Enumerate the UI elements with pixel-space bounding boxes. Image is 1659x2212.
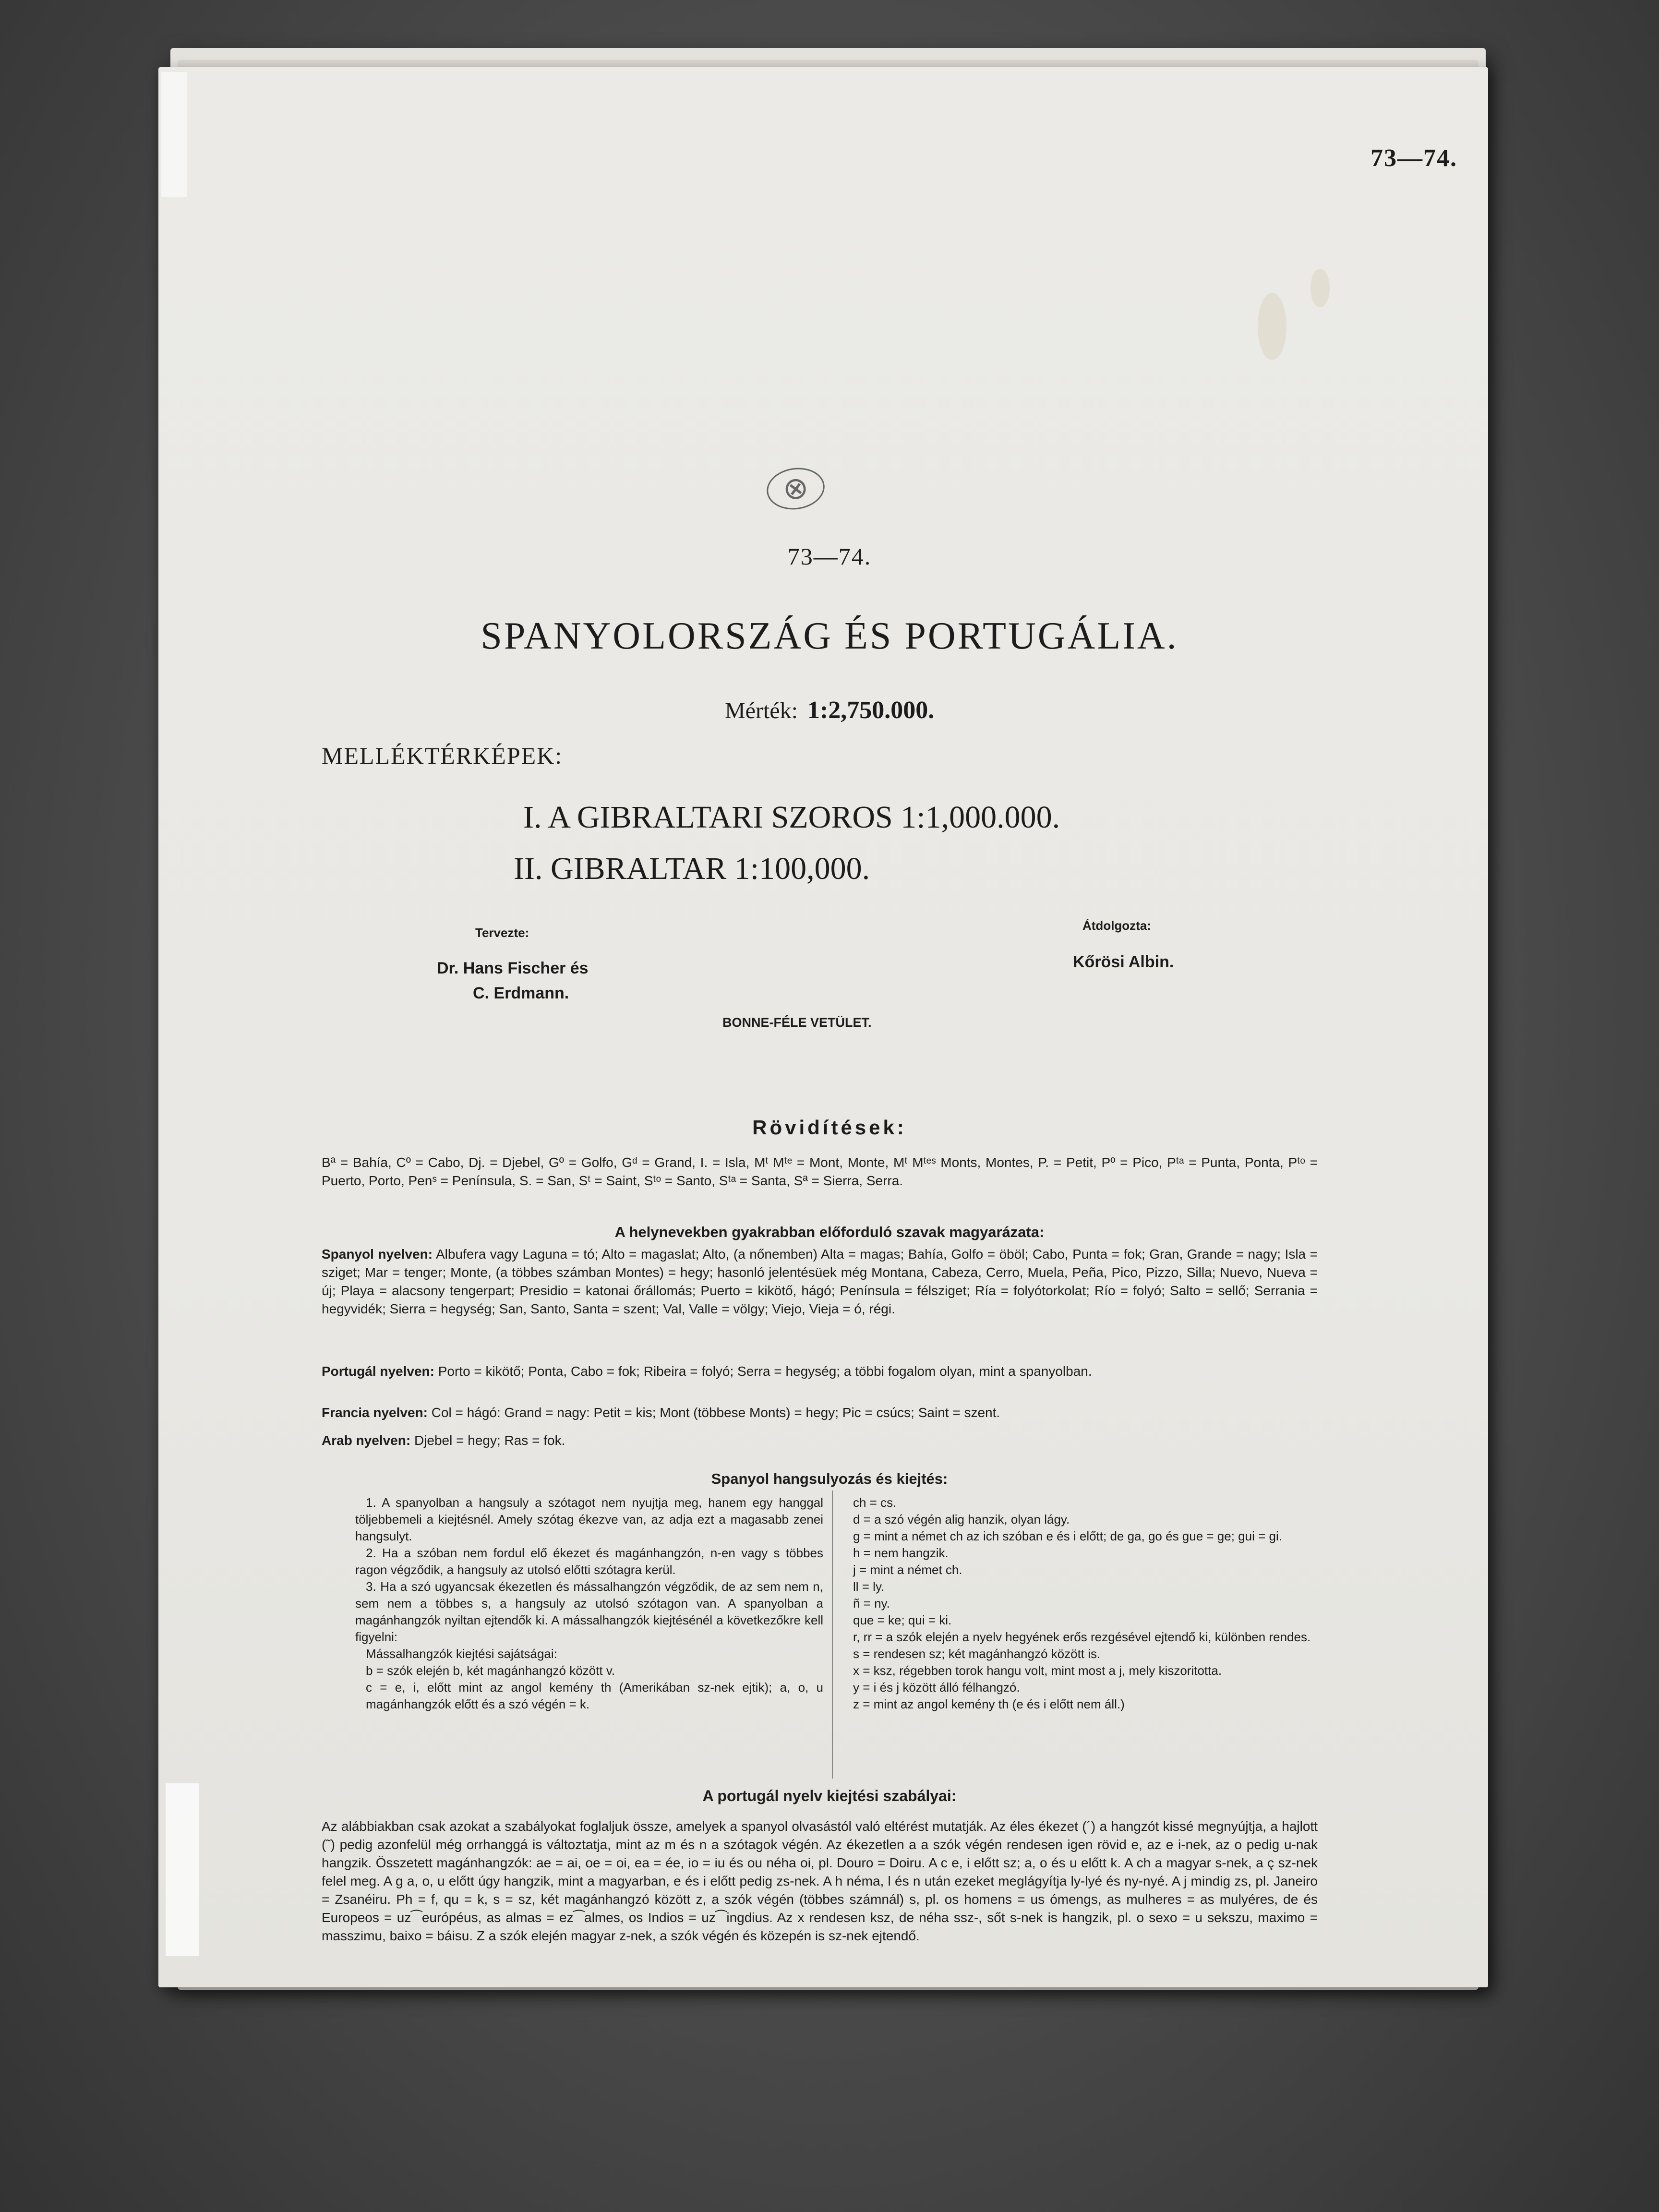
consonant-rule: ñ = ny. <box>853 1596 890 1611</box>
consonant-heading: Mássalhangzók kiejtési sajátságai: <box>366 1647 557 1661</box>
tape-strip-bottom <box>166 1783 199 1956</box>
glossary-spanish <box>322 1245 1318 1318</box>
handwritten-mark-icon: ⊗ <box>764 464 828 513</box>
consonant-rule: d = a szó végén alig hanzik, olyan lágy. <box>853 1512 1070 1527</box>
spanish-rule: 2. Ha a szóban nem fordul elő ékezet és magánhangzón, n-en vagy s többes ragon végződik, a hangsuly az utolsó előtti szótagra kerül. <box>355 1546 823 1577</box>
spanish-rule: 3. Ha a szó ugyancsak ékezetlen és mássalhangzón végződik, de az sem nem n, sem nem a többes s, a hangsuly az utolsó szótagon van. A spanyolban a magánhangzók nyiltan ejtendők ki. A mássalhangzók kiejtésénél a következőkre kell figyelni: <box>355 1579 823 1644</box>
age-stain <box>1310 269 1330 307</box>
glossary-portuguese-label: Portugál nyelven: <box>322 1364 434 1379</box>
column-divider <box>832 1491 833 1779</box>
scale-line <box>725 696 934 724</box>
consonant-rule: ll = ly. <box>853 1579 885 1594</box>
inset-map-1: I. A GIBRALTARI SZOROS 1:1,000.000. <box>523 800 1060 835</box>
consonant-rule: s = rendesen sz; két magánhangzó között is. <box>853 1647 1101 1661</box>
spanish-rules-left-column <box>355 1494 823 1713</box>
glossary-french-text: Col = hágó: Grand = nagy: Petit = kis; Mont (többese Monts) = hegy; Pic = csúcs; Saint = szent. <box>431 1405 1000 1420</box>
glossary-arab-label: Arab nyelven: <box>322 1433 411 1448</box>
consonant-rule: r, rr = a szók elején a nyelv hegyének erős rezgésével ejtendő ki, különben rendes. <box>853 1630 1311 1644</box>
consonant-rule: b = szók elején b, két magánhangzó között v. <box>366 1663 615 1678</box>
consonant-rule: y = i és j között álló félhangzó. <box>853 1680 1020 1695</box>
map-title: SPANYOLORSZÁG ÉS PORTUGÁLIA. <box>481 615 1178 657</box>
abbreviations-text: Bª = Bahía, Cº = Cabo, Dj. = Djebel, Gº = Golfo, Gᵈ = Grand, I. = Isla, Mᵗ Mᵗᵉ = Mont, Monte, Mᵗ Mᵗᵉˢ Monts, Montes, P. = Petit, Pº = Pico, Pᵗᵃ = Punta, Ponta, Pᵗᵒ = Puerto, Porto, Penˢ = Península, S. = San, Sᵗ = Saint, Sᵗᵒ = Santo, Sᵗᵃ = Santa, Sª = Sierra, Serra. <box>322 1155 1318 1188</box>
glossary-spanish-text: Albufera vagy Laguna = tó; Alto = magaslat; Alto, (a nőnemben) Alta = magas; Bahía, Golfo = öböl; Cabo, Punta = fok; Gran, Grande = nagy; Isla = sziget; Mar = tenger; Monte, (a többes számban Montes) = hegy; hasonló jelentésüek még Montana, Cabeza, Cerro, Muela, Peña, Pico, Pizzo, Silla; Nuevo, Nueva = új; Playa = alacsony tengerpart; Presidio = katonai őrállomás; Puerto = kikötő, hágó; Península = félsziget; Ría = folyótorkolat; Río = folyó; Salto = sellő; Serrania = hegyvidék; Sierra = hegység; San, Santo, Santa = szent; Val, Valle = völgy; Viejo, Vieja = ó, régi. <box>322 1247 1318 1316</box>
designer-names: Dr. Hans Fischer és <box>437 959 589 977</box>
glossary-arab-text: Djebel = hegy; Ras = fok. <box>414 1433 565 1448</box>
glossary-spanish-label: Spanyol nyelven: <box>322 1247 433 1262</box>
portuguese-pronunciation-heading: A portugál nyelv kiejtési szabályai: <box>702 1787 957 1804</box>
corner-sheet-number: 73—74. <box>1370 144 1457 172</box>
spanish-rules-right-column <box>842 1494 1318 1713</box>
consonant-rule: j = mint a német ch. <box>853 1563 962 1577</box>
scale-label: Mérték: <box>725 698 798 723</box>
consonant-rule: que = ke; qui = ki. <box>853 1613 952 1627</box>
inset-map-2: II. GIBRALTAR 1:100,000. <box>514 851 870 886</box>
reviser-name: Kőrösi Albin. <box>1073 953 1174 971</box>
glossary-arab <box>322 1431 1318 1450</box>
consonant-rule: ch = cs. <box>853 1495 897 1510</box>
revised-by-label: Átdolgozta: <box>1082 918 1151 933</box>
projection-label: BONNE-FÉLE VETÜLET. <box>722 1015 872 1030</box>
consonant-rule: z = mint az angol kemény th (e és i előtt nem áll.) <box>853 1697 1125 1711</box>
sheet-number: 73—74. <box>787 543 872 570</box>
designer-names-2: C. Erdmann. <box>473 984 569 1002</box>
abbreviations-heading: Rövidítések: <box>752 1116 907 1139</box>
glossary-portuguese <box>322 1362 1318 1381</box>
spanish-rule: 1. A spanyolban a hangsuly a szótagot nem nyujtja meg, hanem egy hanggal töljebbemeli a kiejtésnél. Amely szótag ékezve van, az adja ezt a magasabb zenei hangsulyt. <box>355 1495 823 1543</box>
portuguese-pronunciation-text: Az alábbiakban csak azokat a szabályokat foglaljuk össze, amelyek a spanyol olvasástól való eltérést mutatják. Az éles ékezet (´) a hangzót kissé megnyújtja, a hajlott (˜) pedig azonfelül még orrhanggá is változtatja, mint az m és n a szótagok végén. Az ékezetlen a a szók végén rendesen igen rövid e, az e i-nek, az o pedig u-nak hangzik. Összetett magánhangzók: ae = ai, oe = oi, ea = ée, io = iu és ou néha oi, pl. Douro = Doiru. A c e, i előtt sz; a, o és u előtt k. A ch a magyar s-nek, a ç sz-nek felel meg. A g a, o, u előtt úgy hangzik, mint a magyarban, e és i előtt pedig zs-nek. A h néma, l és n után ezeket meglágyítja ly-lyé és ny-nyé. A j mindig zs, pl. Janeiro = Zsanéiru. Ph = f, qu = k, s = sz, két magánhangzó között z, a szók végén (többes számnál) s, pl. os homens = us ómengs, as mulheres = as mulyéres, de és Europeos = uz⁀európéus, as almas = ez⁀almes, os Indios = uz⁀ingdius. Az x rendesen ksz, de néha ssz-, sőt s-nek is hangzik, pl. o sexo = u sekszu, maximo = masszimu, baixo = báisu. Z a szók elején magyar z-nek, a szók végén és közepén is sz-nek ejtendő. <box>322 1819 1318 1943</box>
consonant-rule: g = mint a német ch az ich szóban e és i előtt; de ga, go és gue = ge; gui = gi. <box>853 1529 1282 1543</box>
consonant-rule: x = ksz, régebben torok hangu volt, mint most a j, mely kiszoritotta. <box>853 1663 1222 1678</box>
glossary-portuguese-text: Porto = kikötő; Ponta, Cabo = fok; Ribeira = folyó; Serra = hegység; a többi fogalom olyan, mint a spanyolban. <box>438 1364 1092 1379</box>
consonant-rule: h = nem hangzik. <box>853 1546 949 1560</box>
consonant-rule: c = e, i, előtt mint az angol kemény th (Amerikában sz-nek ejtik); a, o, u magánhangzók előtt és a szó végén = k. <box>366 1680 823 1711</box>
glossary-french <box>322 1404 1318 1422</box>
designed-by-label: Tervezte: <box>475 926 529 940</box>
spanish-pronunciation-heading: Spanyol hangsulyozás és kiejtés: <box>711 1470 948 1487</box>
scale-value: 1:2,750.000. <box>807 697 935 724</box>
age-stain <box>1258 293 1286 360</box>
tape-strip-top <box>161 72 187 197</box>
glossary-french-label: Francia nyelven: <box>322 1405 428 1420</box>
inset-maps-heading: MELLÉKTÉRKÉPEK: <box>322 742 563 769</box>
glossary-heading: A helynevekben gyakrabban előforduló szavak magyarázata: <box>614 1224 1045 1240</box>
